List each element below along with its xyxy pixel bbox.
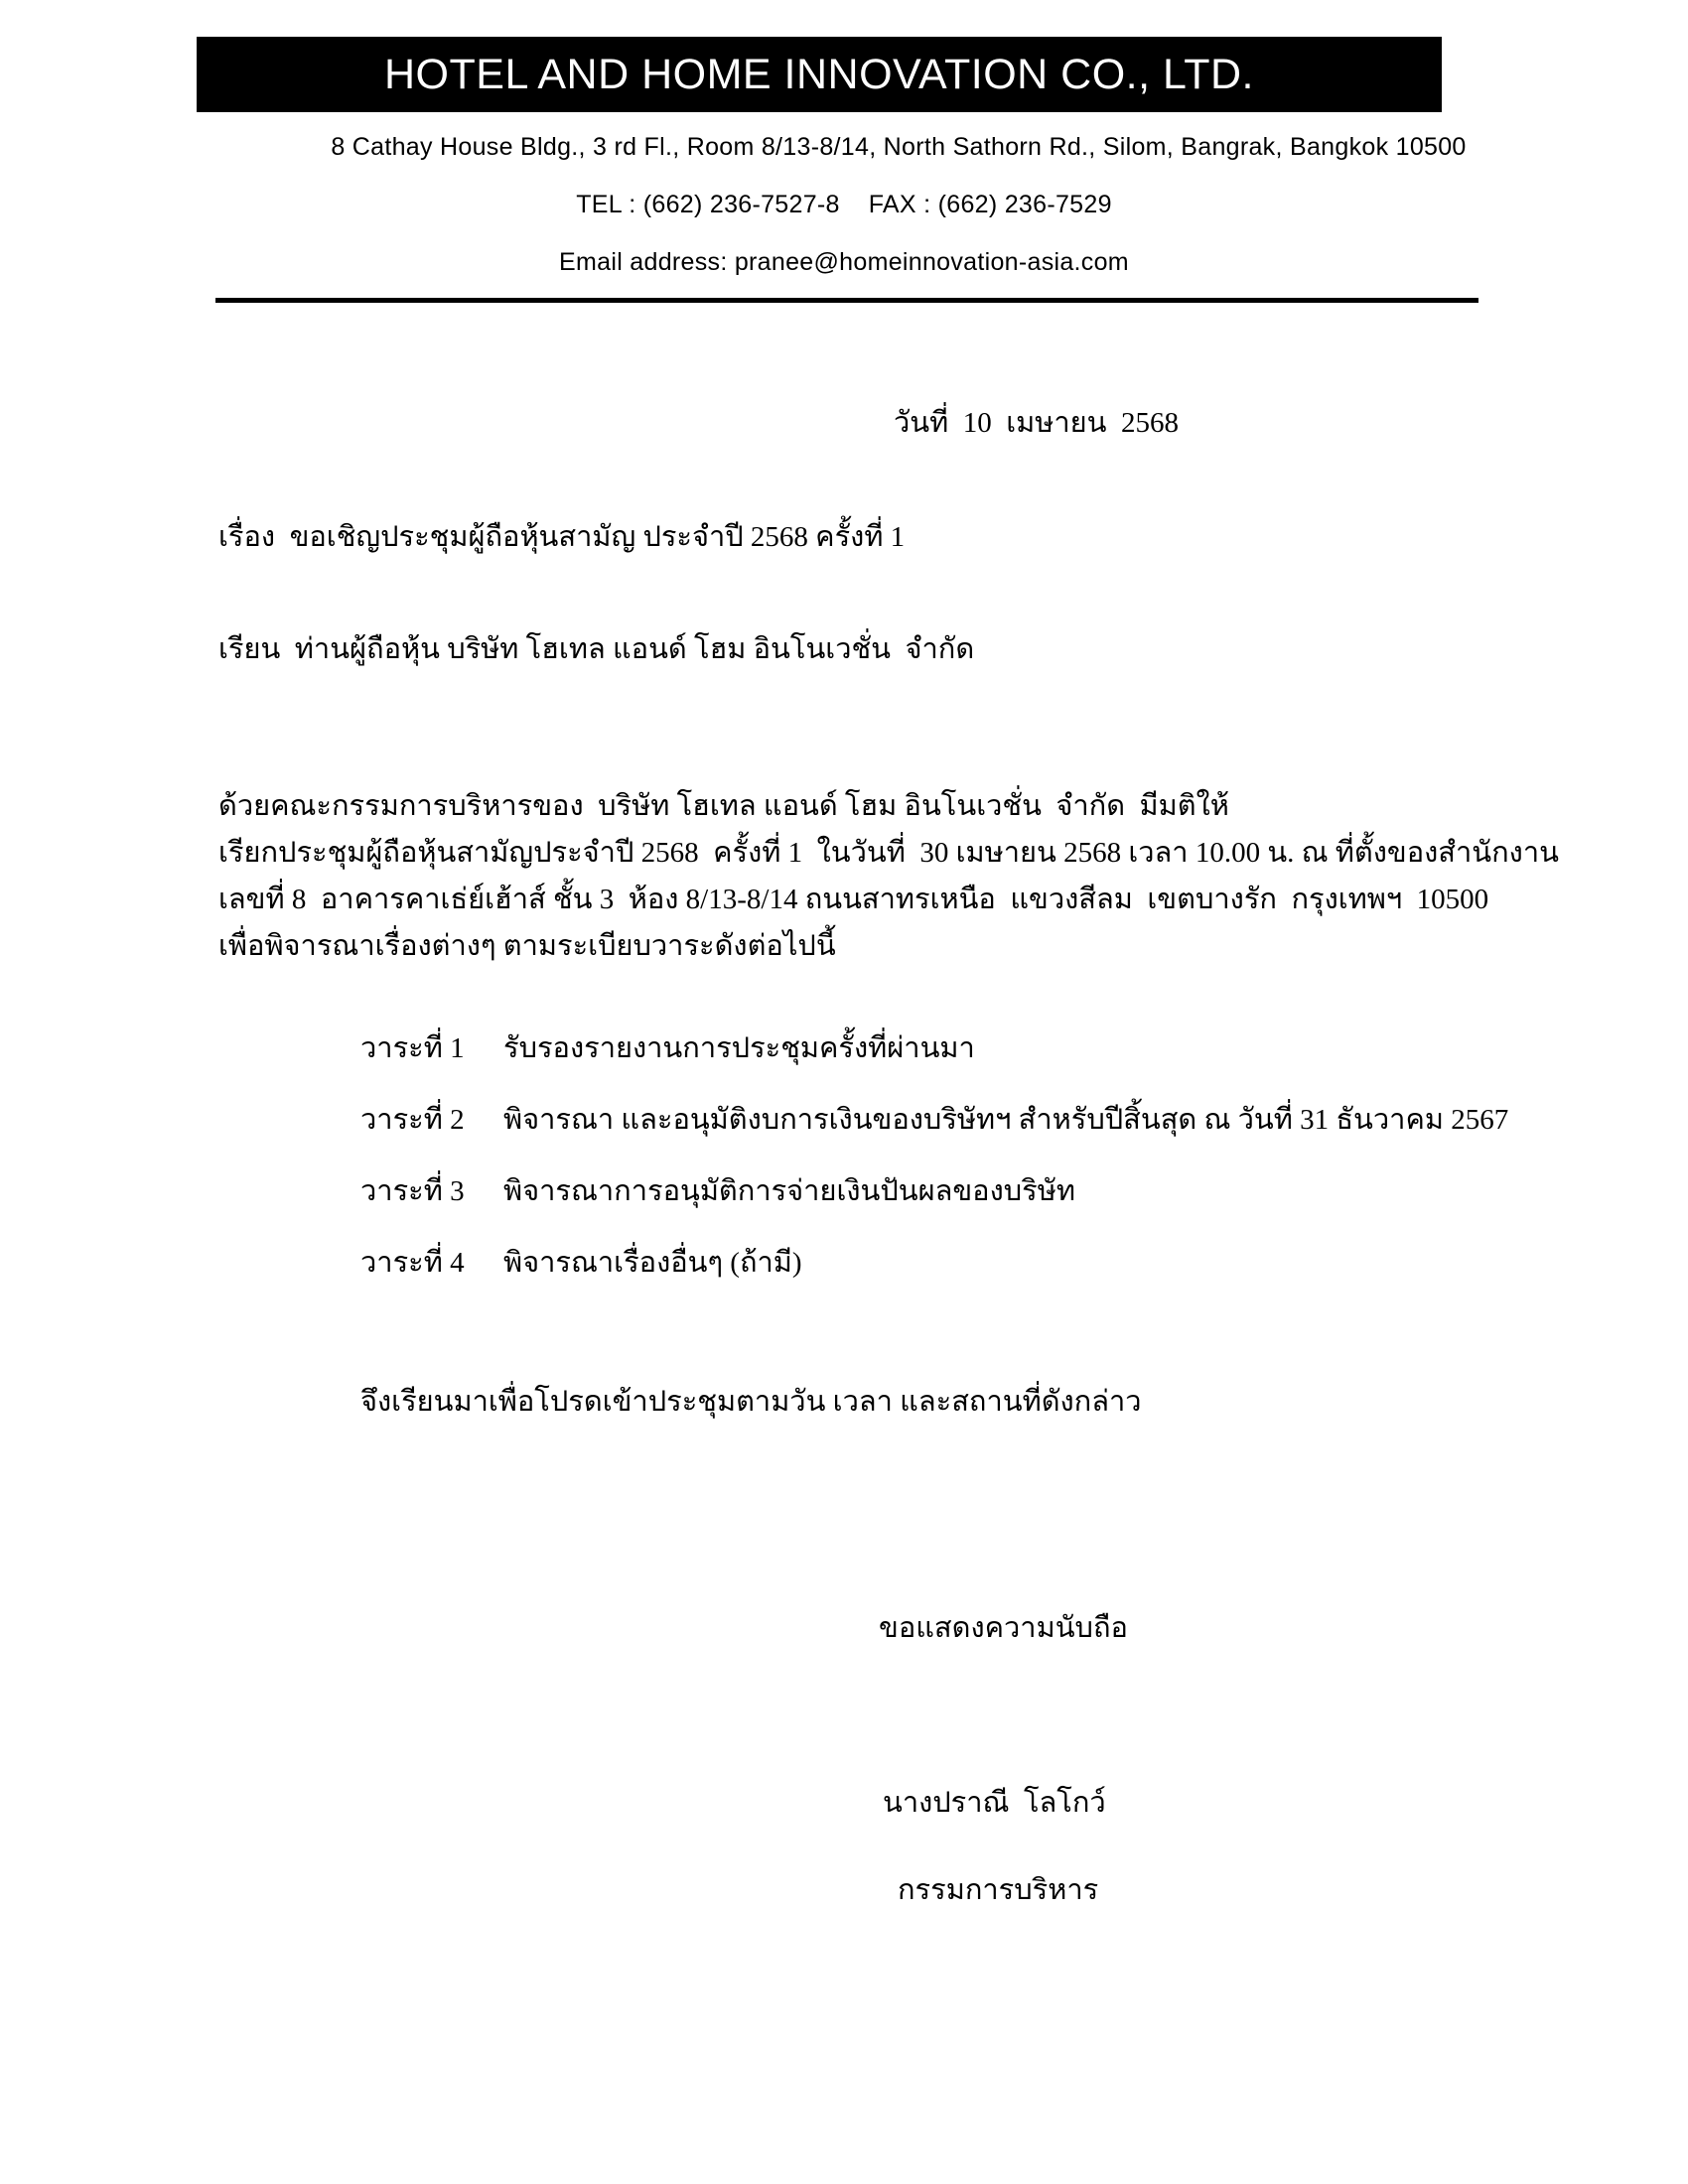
agenda-text: รับรองรายงานการประชุมครั้งที่ผ่านมา [503, 1032, 975, 1064]
signer-name: นางปราณี โลโกว์ [883, 1787, 1106, 1819]
agenda-text: พิจารณา และอนุมัติงบการเงินของบริษัทฯ สำหรับปีสิ้นสุด ณ วันที่ 31 ธันวาคม 2567 [503, 1104, 1509, 1136]
agenda-number: วาระที่ 2 [360, 1104, 465, 1136]
body-line: เลขที่ 8 อาคารคาเธ่ย์เฮ้าส์ ชั้น 3 ห้อง 8/13-8/14 ถนนสาทรเหนือ แขวงสีลม เขตบางรัก กรุงเทพฯ 10500 [218, 884, 1489, 915]
letter-regards: ขอแสดงความนับถือ [879, 1612, 1128, 1644]
company-contact: TEL : (662) 236-7527-8 FAX : (662) 236-7529 [576, 191, 1112, 218]
letterhead-divider [215, 298, 1478, 303]
letter-closing: จึงเรียนมาเพื่อโปรดเข้าประชุมตามวัน เวลา และสถานที่ดังกล่าว [360, 1386, 1142, 1418]
agenda-number: วาระที่ 1 [360, 1032, 465, 1064]
body-line: เพื่อพิจารณาเรื่องต่างๆ ตามระเบียบวาระดังต่อไปนี้ [218, 930, 836, 962]
body-line: เรียกประชุมผู้ถือหุ้นสามัญประจำปี 2568 ครั้งที่ 1 ในวันที่ 30 เมษายน 2568 เวลา 10.00 น. ณ ที่ตั้งของสำนักงาน [218, 837, 1559, 869]
company-email: Email address: pranee@homeinnovation-asia.com [559, 248, 1129, 276]
agenda-number: วาระที่ 3 [360, 1175, 465, 1207]
company-name-banner [197, 37, 1442, 112]
agenda-number: วาระที่ 4 [360, 1247, 465, 1279]
letter-salutation: เรียน ท่านผู้ถือหุ้น บริษัท โฮเทล แอนด์ โฮม อินโนเวชั่น จำกัด [218, 633, 975, 665]
company-name: HOTEL AND HOME INNOVATION CO., LTD. [384, 50, 1254, 98]
company-address: 8 Cathay House Bldg., 3 rd Fl., Room 8/13-8/14, North Sathorn Rd., Silom, Bangrak, Bangkok 10500 [331, 133, 1467, 161]
letter-body [218, 737, 1559, 970]
letter-subject: เรื่อง ขอเชิญประชุมผู้ถือหุ้นสามัญ ประจำปี 2568 ครั้งที่ 1 [218, 521, 906, 553]
body-line: ด้วยคณะกรรมการบริหารของ บริษัท โฮเทล แอนด์ โฮม อินโนเวชั่น จำกัด มีมติให้ [218, 790, 1229, 822]
agenda-text: พิจารณาเรื่องอื่นๆ (ถ้ามี) [503, 1247, 802, 1279]
agenda-text: พิจารณาการอนุมัติการจ่ายเงินปันผลของบริษัท [503, 1175, 1075, 1207]
signer-title: กรรมการบริหาร [898, 1874, 1099, 1906]
letter-date: วันที่ 10 เมษายน 2568 [894, 407, 1179, 439]
